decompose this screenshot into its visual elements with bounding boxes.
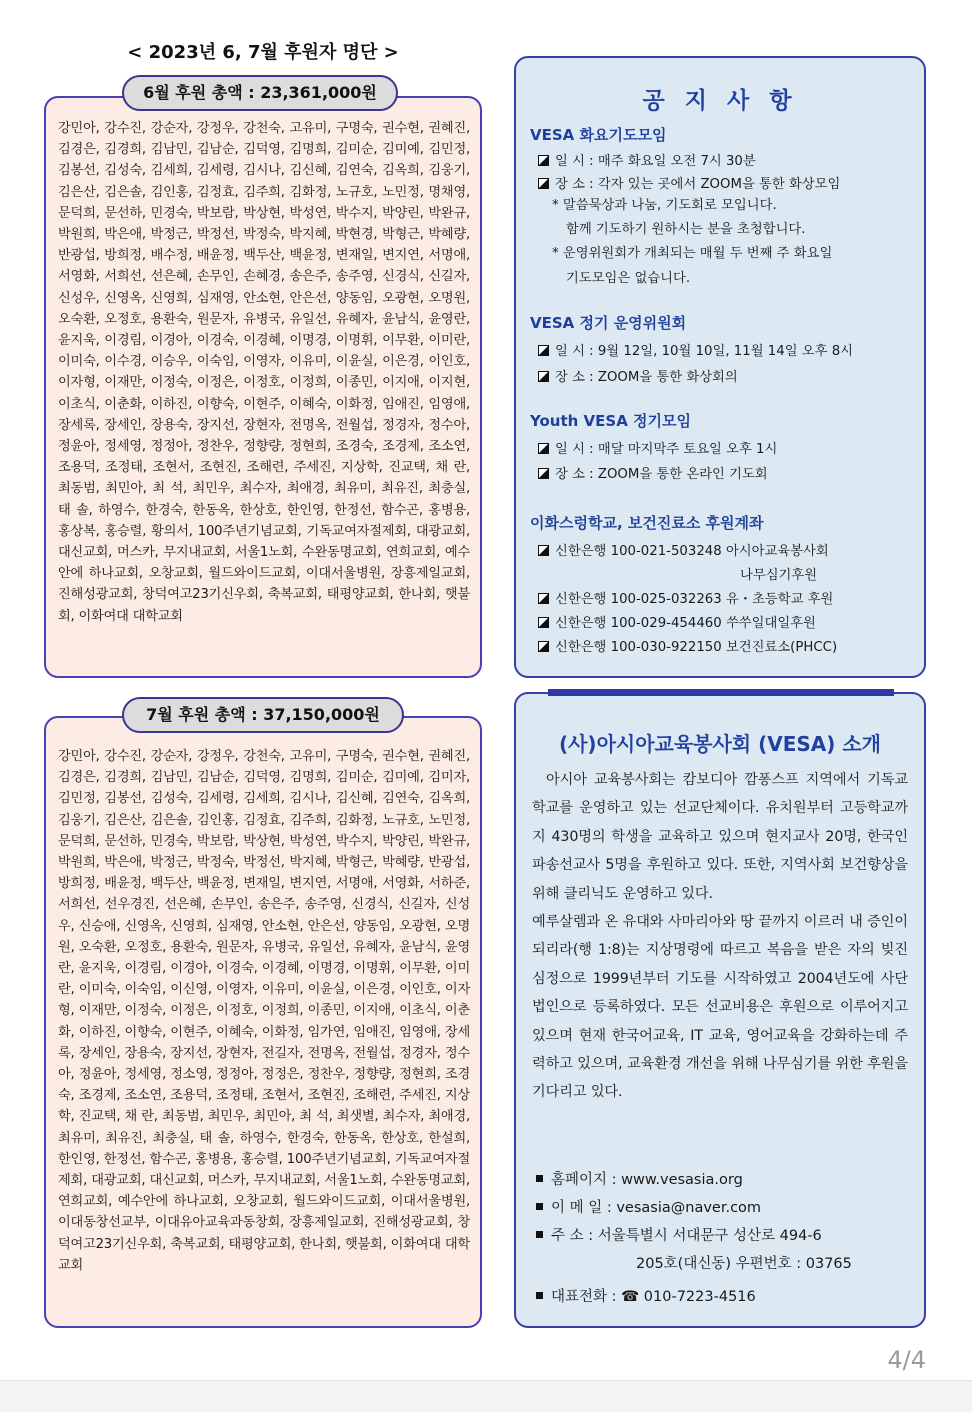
intro-paragraph-2: 예루살렘과 온 유대와 사마리아와 땅 끝까지 이르러 내 증인이 되리라(행 1:8)는 지상명령에 따르고 복음을 받은 자의 빚진 심정으로 1999년부터 기도를 시작하였고 2004년도에 사단법인으로 등록하였다. 모든 선교비용은 후원으로 이루어지고 있으며 현재 한국어교육, IT 교육, 영어교육을 강화하는데 주력하고 있으며, 교육환경 개선을 위해 나무심기를 위한 후원을 기다리고 있다.	[532, 914, 908, 1101]
address-row-2: 205호(대신동) 우편번호 : 03765	[636, 1256, 852, 1272]
bullet-icon	[536, 1231, 543, 1238]
account-row-2: 신한은행 100-025-032263 유・초등학교 후원	[538, 588, 833, 607]
checkbox-icon	[538, 155, 549, 166]
prayer-note-2a: * 운영위원회가 개최되는 매월 두 번째 주 화요일	[552, 246, 833, 261]
viewer-footer-bar	[0, 1380, 972, 1412]
intro-title: (사)아시아교육봉사회 (VESA) 소개	[558, 732, 882, 756]
june-total-label: 6월 후원 총액 : 23,361,000원	[122, 75, 398, 111]
intro-paragraph-1: 아시아 교육봉사회는 캄보디아 깜퐁스프 지역에서 기독교학교를 운영하고 있는 선교단체이다. 유치원부터 고등학교까지 430명의 학생을 교육하고 있으며 현지교사 20명, 한국인 파송선교사 5명을 후원하고 있다. 또한, 지역사회 보건향상을 위해 클리닉도 운영하고 있다.	[532, 772, 908, 902]
committee-time-row: 일 시 : 9월 12일, 10월 10일, 11월 14일 오후 8시	[538, 340, 853, 359]
prayer-note-1b: 함께 기도하기 원하시는 분을 초청합니다.	[566, 222, 806, 237]
youth-title: Youth VESA 정기모임	[530, 412, 691, 430]
phone-row: 대표전화 : ☎ 010-7223-4516	[536, 1285, 756, 1306]
checkbox-icon	[538, 545, 549, 556]
checkbox-icon	[538, 345, 549, 356]
checkbox-icon	[538, 593, 549, 604]
prayer-time-row: 일 시 : 매주 화요일 오전 7시 30분	[538, 150, 756, 169]
prayer-place-row: 장 소 : 각자 있는 곳에서 ZOOM을 통한 화상모임	[538, 173, 840, 192]
bullet-icon	[536, 1175, 543, 1182]
committee-place-row: 장 소 : ZOOM을 통한 화상회의	[538, 366, 738, 385]
account-row-1b: 나무심기후원	[740, 568, 818, 583]
prayer-note-1a: * 말씀묵상과 나눔, 기도회로 모입니다.	[552, 198, 777, 213]
checkbox-icon	[538, 178, 549, 189]
youth-place-row: 장 소 : ZOOM을 통한 온라인 기도회	[538, 463, 768, 482]
committee-title: VESA 정기 운영위원회	[530, 314, 687, 332]
email-row: 이 메 일 : vesasia@naver.com	[536, 1196, 761, 1217]
page-title: < 2023년 6, 7월 후원자 명단 >	[127, 42, 399, 63]
prayer-note-2b: 기도모임은 없습니다.	[566, 271, 691, 286]
checkbox-icon	[538, 617, 549, 628]
intro-top-bar	[548, 689, 894, 696]
bullet-icon	[536, 1203, 543, 1210]
account-row-1: 신한은행 100-021-503248 아시아교육봉사회	[538, 540, 829, 559]
notice-title: 공 지 사 항	[642, 88, 798, 114]
july-donor-box	[44, 716, 482, 1328]
checkbox-icon	[538, 443, 549, 454]
june-donor-list: 강민아, 강수진, 강순자, 강정우, 강천숙, 고유미, 구명숙, 권수현, 권혜진, 김경은, 김경희, 김남민, 김남순, 김덕영, 김명희, 김미순, 김미예, 김민정, 김봉선, 김성숙, 김세희, 김세령, 김시나, 김신혜, 김연숙, 김옥희, 김웅기, 김은산, 김은솔, 김인홍, 김정효, 김주희, 김화정, 노규호, 노민정, 명채영, 문덕희, 문선하, 민경숙, 박보람, 박상현, 박성연, 박수지, 박양린, 박완규, 박원희, 박은애, 박정근, 박정선, 박정숙, 박지혜, 박현경, 박형근, 박혜량, 반광섭, 방희정, 배수정, 배윤정, 백두산, 백윤정, 변재일, 변지연, 서명애, 서영화, 서희선, 선은혜, 손무인, 손혜경, 송은주, 송주영, 신경식, 신길자, 신성우, 신영옥, 신영희, 심재영, 안소현, 안은선, 양동임, 오광현, 오명원, 오숙환, 오정호, 용환숙, 원문자, 유병국, 유일선, 유혜자, 윤남식, 윤영란, 윤지욱, 이경림, 이경아, 이경숙, 이경혜, 이명경, 이명휘, 이무환, 이미란, 이미숙, 이수경, 이승우, 이숙임, 이영자, 이유미, 이윤실, 이은경, 이인호, 이자형, 이재만, 이정숙, 이정은, 이정호, 이정희, 이종민, 이지애, 이지현, 이초식, 이춘화, 이하진, 이향숙, 이현주, 이혜숙, 이화정, 임애진, 임영애, 장세록, 장세인, 장용숙, 장지선, 장현자, 전명옥, 전월섭, 정경자, 정수아, 정윤아, 정세영, 정정아, 정찬우, 정향량, 정현희, 조경숙, 조경제, 조소연, 조용덕, 조정태, 조현서, 조현진, 조해련, 주세진, 지상학, 진교택, 채 란, 최동범, 최민아, 최 석, 최민우, 최수자, 최애경, 최유미, 최유진, 최충실, 태 솔, 하영수, 한경숙, 한동옥, 한상호, 한인영, 한정선, 함수곤, 홍병용, 홍상복, 홍승렬, 황의서, 100주년기념교회, 기독교여자절제회, 대광교회, 대신교회, 머스카, 무지내교회, 서울1노회, 수완동명교회, 연희교회, 예수안에 하나교회, 오창교회, 월드와이드교회, 이대서울병원, 장흥제일교회, 진해성광교회, 창덕여고23기신우회, 축복교회, 태평양교회, 한나회, 햇불회, 이화여대 대학교회	[58, 121, 470, 624]
homepage-row: 홈페이지 : www.vesasia.org	[536, 1168, 743, 1189]
bullet-icon	[536, 1292, 543, 1299]
accounts-title: 이화스렁학교, 보건진료소 후원계좌	[530, 514, 764, 532]
account-row-4: 신한은행 100-030-922150 보건진료소(PHCC)	[538, 636, 837, 655]
checkbox-icon	[538, 371, 549, 382]
june-donor-box	[44, 96, 482, 678]
checkbox-icon	[538, 641, 549, 652]
page-number: 4/4	[887, 1346, 926, 1374]
july-total-label: 7월 후원 총액 : 37,150,000원	[122, 697, 404, 733]
address-row: 주 소 : 서울특별시 서대문구 성산로 494-6	[536, 1224, 822, 1245]
youth-time-row: 일 시 : 매달 마지막주 토요일 오후 1시	[538, 438, 777, 457]
checkbox-icon	[538, 468, 549, 479]
notice-panel	[514, 56, 926, 678]
intro-panel	[514, 692, 926, 1328]
intro-body	[532, 766, 908, 1107]
july-donor-list: 강민아, 강수진, 강순자, 강정우, 강천숙, 고유미, 구명숙, 권수현, 권혜진, 김경은, 김경희, 김남민, 김남순, 김덕영, 김명희, 김미순, 김미예, 김미자, 김민정, 김봉선, 김성숙, 김세령, 김세희, 김시나, 김신혜, 김연숙, 김옥희, 김웅기, 김은산, 김은솔, 김인홍, 김정효, 김주희, 김화정, 노규호, 노민정, 문덕희, 문선하, 민경숙, 박보람, 박상현, 박성연, 박수지, 박양린, 박완규, 박원희, 박은애, 박정근, 박정숙, 박정선, 박지혜, 박형근, 박혜량, 반광섭, 방희정, 배윤정, 백두산, 백윤정, 변재일, 변지연, 서명애, 서영화, 서하준, 서희선, 선우경진, 선은혜, 손무인, 송은주, 송주영, 신경식, 신길자, 신성우, 신승애, 신영옥, 신영희, 심재영, 안소현, 안은선, 양동임, 오광현, 오명원, 오숙환, 오정호, 용환숙, 원문자, 유병국, 유일선, 유혜자, 윤남식, 윤영란, 윤지욱, 이경림, 이경아, 이경숙, 이경혜, 이명경, 이명휘, 이무환, 이미란, 이미숙, 이숙임, 이신영, 이영자, 이유미, 이윤실, 이은경, 이인호, 이자형, 이재만, 이정숙, 이정은, 이정호, 이정희, 이종민, 이지애, 이초식, 이춘화, 이하진, 이향숙, 이현주, 이혜숙, 이화정, 임가연, 임애진, 임영애, 장세록, 장세인, 장용숙, 장지선, 장현자, 전길자, 전명옥, 전월섭, 정경자, 정수아, 정윤아, 정세영, 정소영, 정정아, 정정은, 정찬우, 정향량, 정현희, 조경숙, 조경제, 조소연, 조용덕, 조정태, 조현서, 조현진, 조해련, 주세진, 지상학, 진교택, 채 란, 최동범, 최민우, 최민아, 최 석, 최샛별, 최수자, 최애경, 최유미, 최유진, 최충실, 태 솔, 하영수, 한경숙, 한동옥, 한상호, 한설희, 한인영, 한정선, 함수곤, 홍병용, 홍승렬, 100주년기념교회, 기독교여자절제회, 대광교회, 대신교회, 머스카, 무지내교회, 서울1노회, 수완동명교회, 연희교회, 예수안에 하나교회, 오창교회, 월드와이드교회, 이대서울병원, 이대동창선교부, 이대유아교육과동창회, 장흥제일교회, 진해성광교회, 창덕여고23기신우회, 축복교회, 태평양교회, 한나회, 햇불회, 이화여대 대학교회	[58, 749, 470, 1273]
account-row-3: 신한은행 100-029-454460 쑤쑤일대일후원	[538, 612, 816, 631]
prayer-meeting-title: VESA 화요기도모임	[530, 126, 667, 144]
